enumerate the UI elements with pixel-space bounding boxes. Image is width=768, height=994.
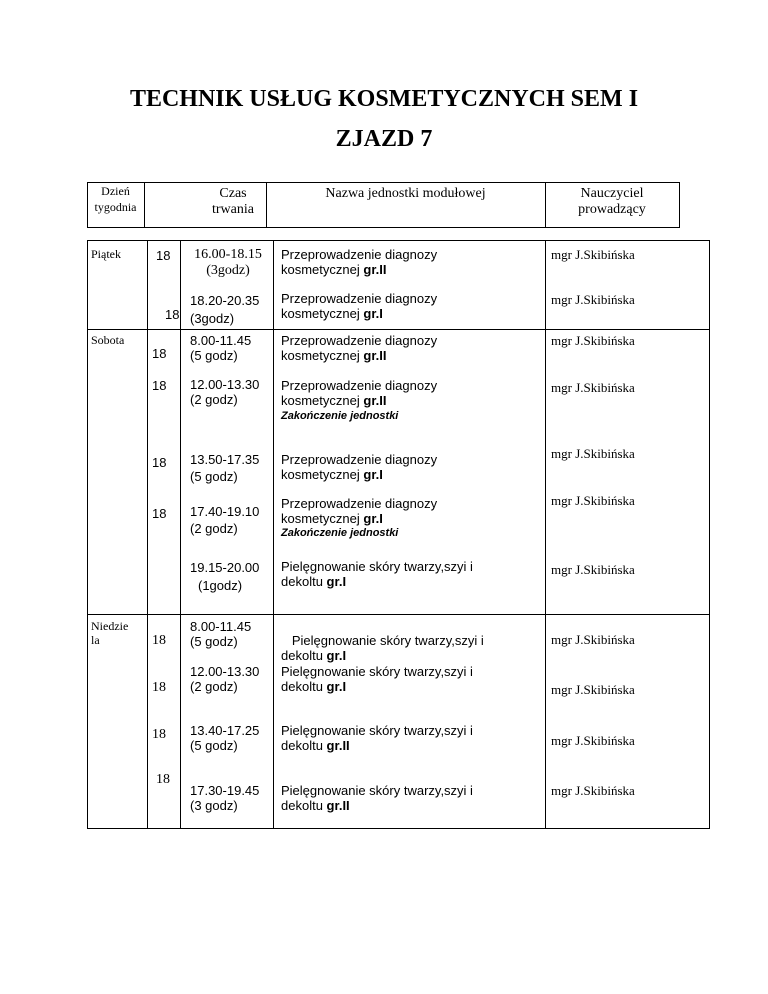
header-duration [200,186,266,218]
unit-completion-note: Zakończenie jednostki [281,410,399,422]
row-num: 18 [165,307,180,322]
module-line2: kosmetycznej [281,467,364,482]
row-teacher: mgr J.Skibińska [551,632,635,647]
header-duration-line1: Czas [219,186,247,201]
row-module [281,723,473,753]
row-time [190,503,259,537]
header-duration-line2: trwania [212,202,254,217]
row-num: 18 [152,455,167,470]
time-range: 8.00-11.45 [190,333,252,348]
module-line1: Przeprowadzenie diagnozy [281,378,438,393]
time-hours: (3 godz) [190,798,238,813]
group-label: gr.I [326,574,347,589]
header-teacher-line2: prowadzący [578,202,646,217]
day-sunday [91,619,128,647]
day-sunday-line1: Niedzie [91,619,129,633]
module-line2: kosmetycznej [281,262,364,277]
group-label: gr.I [363,306,383,321]
day-sunday-line2: la [91,633,100,647]
row-num: 18 [156,248,171,263]
row-teacher: mgr J.Skibińska [551,333,635,348]
row-teacher: mgr J.Skibińska [551,292,635,307]
row-teacher: mgr J.Skibińska [551,380,635,395]
module-line1: Pielęgnowanie skóry twarzy,szyi i [281,723,473,738]
unit-completion-note: Zakończenie jednostki [281,527,399,539]
header-teacher-line1: Nauczyciel [580,186,644,201]
module-line1: Przeprowadzenie diagnozy [281,247,438,262]
module-line1: Pielęgnowanie skóry twarzy,szyi i [281,559,473,574]
time-hours: (3godz) [190,311,235,326]
time-range: 13.50-17.35 [190,452,260,467]
time-hours: (3godz) [206,263,250,278]
row-module [281,664,473,694]
module-line2: dekoltu [281,574,327,589]
row-module [281,378,437,408]
group-label: gr.II [326,798,350,813]
row-time [190,451,259,485]
module-line2: dekoltu [281,798,327,813]
row-time [190,559,259,595]
row-teacher: mgr J.Skibińska [551,247,635,262]
time-range: 8.00-11.45 [190,619,252,634]
row-num: 18 [156,772,170,787]
row-time [183,247,273,279]
header-day [87,183,144,215]
header-module: Nazwa jednostki modułowej [325,186,486,201]
header-teacher [545,186,679,218]
row-time [190,783,259,813]
row-num: 18 [152,378,167,393]
row-teacher: mgr J.Skibińska [551,733,635,748]
group-label: gr.I [326,648,347,663]
group-label: gr.I [363,467,383,482]
row-module [281,559,473,589]
module-line1: Przeprowadzenie diagnozy [281,452,438,467]
time-hours: (5 godz) [190,738,238,753]
module-line2: dekoltu [281,738,327,753]
time-range: 12.00-13.30 [190,377,260,392]
row-num: 18 [152,680,166,695]
module-line2: kosmetycznej [281,511,364,526]
module-line1: Przeprowadzenie diagnozy [281,333,438,348]
row-teacher: mgr J.Skibińska [551,682,635,697]
row-teacher: mgr J.Skibińska [551,562,635,577]
module-line2: dekoltu [281,679,327,694]
time-hours: (5 godz) [190,469,238,484]
module-line2: dekoltu [281,648,327,663]
document-subtitle: ZJAZD 7 [335,126,433,152]
time-range: 17.30-19.45 [190,783,260,798]
group-label: gr.I [363,511,383,526]
row-module [281,291,437,321]
row-module [281,496,437,526]
module-line1: Pielęgnowanie skóry twarzy,szyi i [288,633,484,648]
module-line1: Przeprowadzenie diagnozy [281,291,438,306]
group-label: gr.II [326,738,350,753]
row-teacher: mgr J.Skibińska [551,783,635,798]
day-friday: Piątek [91,247,121,261]
time-hours: (2 godz) [190,521,238,536]
row-module [281,618,484,663]
group-label: gr.II [363,393,387,408]
header-day-line2: tygodnia [94,200,137,214]
group-label: gr.II [363,348,387,363]
group-label: gr.II [363,262,387,277]
row-teacher: mgr J.Skibińska [551,493,635,508]
time-hours: (5 godz) [190,348,238,363]
time-hours: (2 godz) [190,679,238,694]
row-time [190,333,251,363]
row-time [190,292,259,328]
time-range: 13.40-17.25 [190,723,260,738]
row-num: 18 [152,506,167,521]
row-num: 18 [152,346,167,361]
module-line2: kosmetycznej [281,393,364,408]
row-module [281,452,437,482]
time-range: 19.15-20.00 [190,560,260,575]
row-num: 18 [152,633,166,648]
row-time [190,619,251,649]
module-line1: Przeprowadzenie diagnozy [281,496,438,511]
module-line2: kosmetycznej [281,306,364,321]
time-range: 18.20-20.35 [190,293,260,308]
module-line1: Pielęgnowanie skóry twarzy,szyi i [281,664,473,679]
row-time [190,377,259,407]
time-hours: (1godz) [198,578,243,593]
module-line1: Pielęgnowanie skóry twarzy,szyi i [281,783,473,798]
time-hours: (2 godz) [190,392,238,407]
group-label: gr.I [326,679,347,694]
document-title: TECHNIK USŁUG KOSMETYCZNYCH SEM I [129,86,639,112]
module-line2: kosmetycznej [281,348,364,363]
row-module [281,783,473,813]
time-range: 16.00-18.15 [194,247,262,262]
row-time [190,723,259,753]
header-day-line1: Dzień [101,184,130,198]
row-teacher: mgr J.Skibińska [551,446,635,461]
time-hours: (5 godz) [190,634,238,649]
day-saturday: Sobota [91,333,125,347]
row-module [281,333,437,363]
time-range: 17.40-19.10 [190,504,260,519]
row-num: 18 [152,727,166,742]
row-time [190,664,259,694]
time-range: 12.00-13.30 [190,664,260,679]
row-module [281,247,437,277]
